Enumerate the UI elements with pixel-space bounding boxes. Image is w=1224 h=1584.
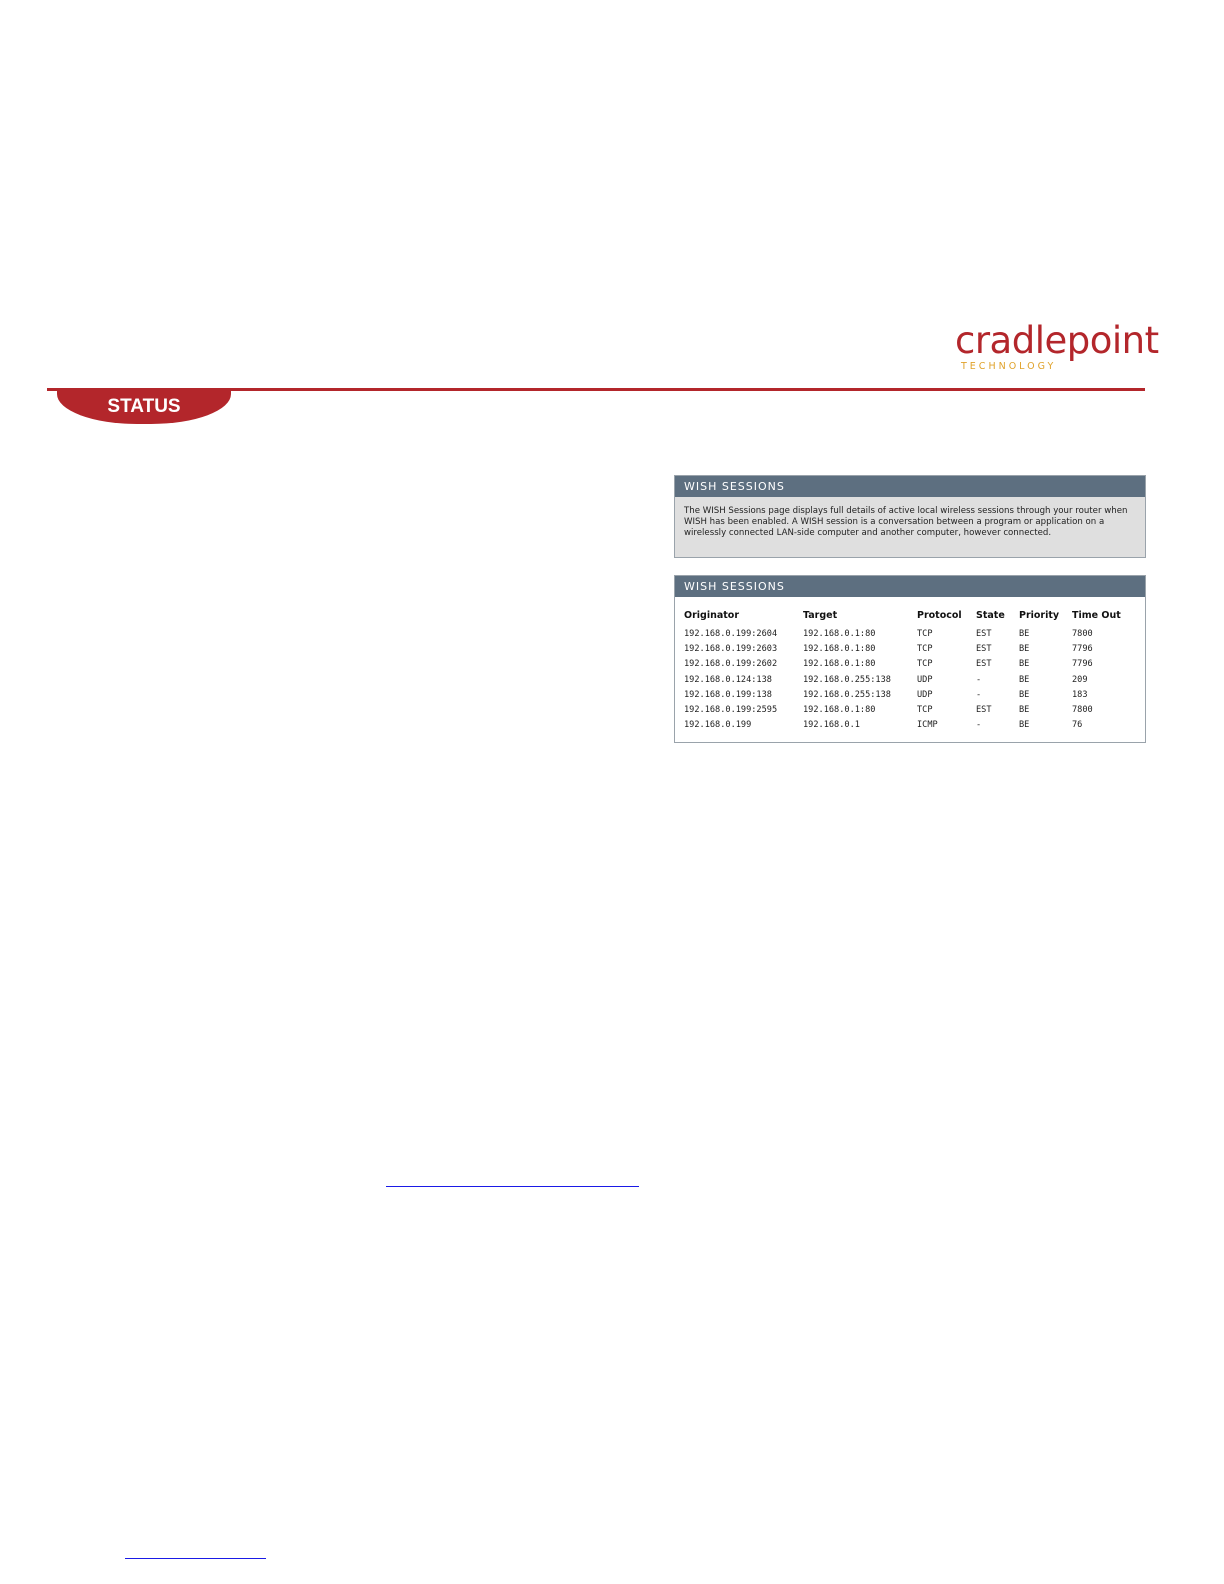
wish-sessions-table-panel (674, 575, 1146, 743)
logo-wordmark: cradlepoint (955, 319, 1159, 362)
cell-target: 192.168.0.1:80 (803, 705, 876, 716)
cell-originator: 192.168.0.199:2604 (684, 628, 778, 639)
cell-priority: BE (1019, 674, 1030, 685)
cell-state: EST (976, 659, 992, 670)
cell-protocol: TCP (917, 643, 933, 654)
cell-time-out: 7796 (1072, 659, 1093, 670)
column-header-protocol: Protocol (917, 610, 962, 621)
cell-priority: BE (1019, 689, 1030, 700)
cell-priority: BE (1019, 659, 1030, 670)
cell-protocol: UDP (917, 674, 933, 685)
cell-priority: BE (1019, 720, 1030, 731)
column-header-state: State (976, 610, 1005, 621)
cell-state: - (976, 689, 982, 700)
cell-target: 192.168.0.1:80 (803, 628, 876, 639)
cell-time-out: 7800 (1072, 705, 1093, 716)
cell-state: - (976, 720, 982, 731)
panel-description: The WISH Sessions page displays full details of active local wireless sessions through your router when WISH has been enabled. A WISH session is a conversation between a program or application on a wirelessly connected LAN-side computer and another computer, however connected. (684, 506, 1128, 538)
cell-originator: 192.168.0.199:2595 (684, 705, 778, 716)
cell-target: 192.168.0.1:80 (803, 659, 876, 670)
section-tab-status: STATUS (57, 390, 231, 424)
cell-protocol: TCP (917, 705, 933, 716)
cell-state: EST (976, 643, 992, 654)
wish-sessions-info-panel (674, 475, 1146, 558)
cell-state: - (976, 674, 982, 685)
cell-time-out: 7800 (1072, 628, 1093, 639)
sessions-table (684, 610, 1122, 733)
table-row (684, 687, 1122, 702)
cell-target: 192.168.0.255:138 (803, 674, 891, 685)
column-header-originator: Originator (684, 610, 740, 621)
table-row (684, 626, 1122, 641)
table-row (684, 672, 1122, 687)
panel-title: WISH SESSIONS (675, 476, 1145, 497)
cell-state: EST (976, 628, 992, 639)
logo-tagline: TECHNOLOGY (961, 361, 1057, 372)
column-header-priority: Priority (1019, 610, 1060, 621)
cell-priority: BE (1019, 628, 1030, 639)
cell-time-out: 76 (1072, 720, 1083, 731)
cell-priority: BE (1019, 705, 1030, 716)
table-header-row (684, 610, 1122, 626)
cell-state: EST (976, 705, 992, 716)
cell-protocol: ICMP (917, 720, 938, 731)
column-header-target: Target (803, 610, 838, 621)
panel-title: WISH SESSIONS (675, 576, 1145, 597)
cell-time-out: 209 (1072, 674, 1088, 685)
cell-originator: 192.168.0.199:2602 (684, 659, 778, 670)
cell-protocol: UDP (917, 689, 933, 700)
cell-time-out: 183 (1072, 689, 1088, 700)
cell-target: 192.168.0.1 (803, 720, 860, 731)
cell-protocol: TCP (917, 659, 933, 670)
cell-originator: 192.168.0.199:138 (684, 689, 772, 700)
cradlepoint-logo (955, 319, 1159, 374)
cell-time-out: 7796 (1072, 643, 1093, 654)
cell-protocol: TCP (917, 628, 933, 639)
cell-originator: 192.168.0.124:138 (684, 674, 772, 685)
cell-target: 192.168.0.1:80 (803, 643, 876, 654)
table-row (684, 718, 1122, 733)
column-header-time-out: Time Out (1072, 610, 1121, 621)
hyperlink-underline[interactable] (125, 1558, 266, 1559)
table-row (684, 641, 1122, 656)
cell-target: 192.168.0.255:138 (803, 689, 891, 700)
cell-originator: 192.168.0.199 (684, 720, 752, 731)
table-row (684, 657, 1122, 672)
hyperlink-underline[interactable] (386, 1186, 639, 1187)
cell-originator: 192.168.0.199:2603 (684, 643, 778, 654)
table-row (684, 702, 1122, 717)
cell-priority: BE (1019, 643, 1030, 654)
